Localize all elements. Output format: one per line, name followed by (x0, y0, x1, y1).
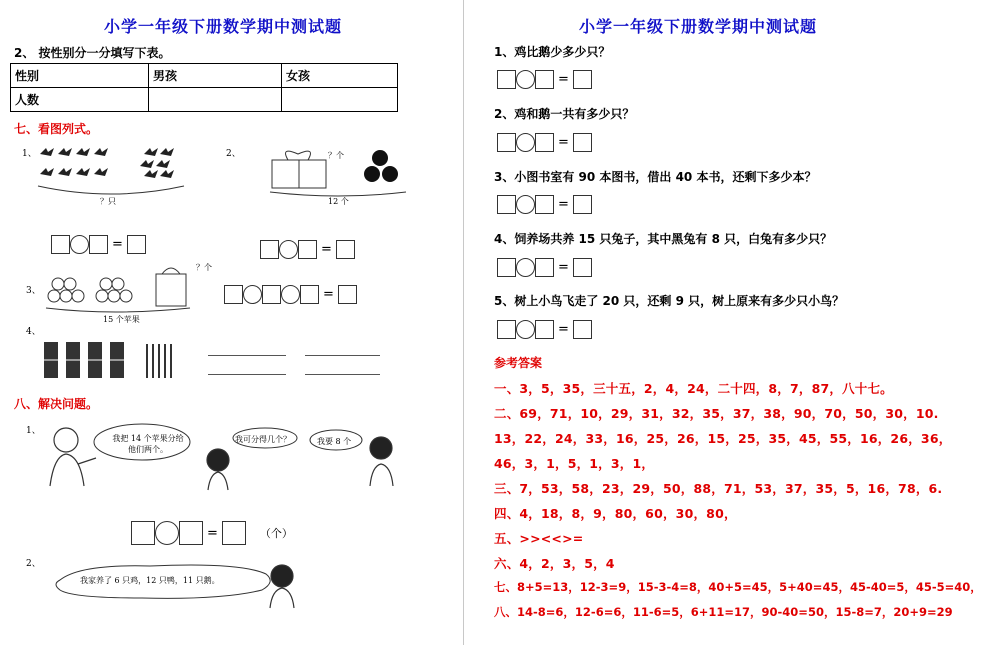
section-7-heading: 七、看图列式。 (14, 122, 99, 136)
right-equation-2: = (497, 133, 592, 152)
answer-box[interactable] (535, 195, 554, 214)
picture-2-number: 2、 (226, 149, 241, 159)
answer-box[interactable] (497, 133, 516, 152)
answer-line[interactable] (305, 355, 380, 356)
bag-icon (156, 268, 186, 306)
answer-box[interactable] (338, 285, 357, 304)
answer-line-9: 七、8+5=13，12-3=9，15-3-4=8，40+5=45，5+40=45，45-40=5，45-5=40， (494, 580, 982, 594)
right-equation-4: = (497, 258, 592, 277)
apple-icon (364, 150, 398, 182)
gift-box-icon (272, 151, 326, 188)
picture-3-number: 3、 (26, 286, 41, 296)
picture-3-label: 15 个苹果 (103, 315, 140, 324)
answer-box[interactable] (51, 235, 70, 254)
table-row-count-label: 人数 (11, 88, 149, 112)
answer-line[interactable] (305, 374, 380, 375)
problem-1-number: 1、 (26, 426, 41, 436)
picture-2-question: ？个 (328, 151, 344, 160)
right-question-3: 3、小图书室有 90 本图书，借出 40 本书，还剩下多少本？ (494, 170, 817, 184)
table-header-boys: 男孩 (149, 64, 282, 88)
answer-box[interactable] (573, 258, 592, 277)
picture-3-question: ？个 (196, 263, 212, 272)
girl-icon (207, 449, 229, 490)
answer-box[interactable] (224, 285, 243, 304)
answer-box[interactable] (262, 285, 281, 304)
table-cell-girls-count[interactable] (282, 88, 398, 112)
bird-picture (36, 144, 186, 204)
answer-box[interactable] (127, 235, 146, 254)
right-equation-1: = (497, 70, 592, 89)
answer-box[interactable] (535, 258, 554, 277)
answer-box[interactable] (497, 320, 516, 339)
right-equation-5: = (497, 320, 592, 339)
person-icon (50, 428, 96, 486)
right-page-title: 小学一年级下册数学期中测试题 (579, 17, 818, 36)
answer-box[interactable] (535, 70, 554, 89)
problem-1-picture (38, 420, 408, 492)
answer-box[interactable] (260, 240, 279, 259)
answer-box[interactable] (179, 521, 203, 545)
operator-circle[interactable] (516, 133, 535, 152)
table-header-girls: 女孩 (282, 64, 398, 88)
operator-circle[interactable] (281, 285, 300, 304)
right-equation-3: = (497, 195, 592, 214)
bubble-teacher: 我把 14 个苹果分给他们两个。 (112, 434, 184, 454)
equation-picture-2: = (260, 240, 355, 259)
answer-line-6: 四、4，18，8，9，80，60，30，80， (494, 506, 737, 521)
right-question-5: 5、树上小鸟飞走了 20 只，还剩 9 只，树上原来有多少只小鸟？ (494, 294, 845, 308)
answer-box[interactable] (573, 320, 592, 339)
answer-box[interactable] (573, 195, 592, 214)
boy-icon (370, 437, 393, 486)
answer-box[interactable] (535, 320, 554, 339)
answer-box[interactable] (535, 133, 554, 152)
answer-line-3: 13，22，24，33，16，25，26，15，25，35，45，55，16，26，36， (494, 431, 952, 446)
sticks-picture (40, 340, 185, 380)
right-question-1: 1、鸡比鹅少多少只？ (494, 45, 611, 59)
picture-4-number: 4、 (26, 327, 41, 337)
answer-box[interactable] (298, 240, 317, 259)
operator-circle[interactable] (516, 70, 535, 89)
bubble-girl: 我可分得几个？ (235, 435, 291, 444)
operator-circle[interactable] (155, 521, 179, 545)
answer-box[interactable] (131, 521, 155, 545)
gift-apple-picture (268, 140, 408, 198)
answer-box[interactable] (222, 521, 246, 545)
equation-picture-3: = (224, 285, 357, 304)
answer-box[interactable] (573, 133, 592, 152)
answer-line-7: 五、>><<>= (494, 531, 584, 546)
answer-line[interactable] (208, 355, 286, 356)
answer-line-8: 六、4，2，3，5，4 (494, 556, 615, 571)
picture-2-label: 12 个 (328, 197, 349, 206)
operator-circle[interactable] (516, 195, 535, 214)
answer-box[interactable] (497, 70, 516, 89)
apple-icon (48, 278, 132, 302)
operator-circle[interactable] (279, 240, 298, 259)
answer-box[interactable] (89, 235, 108, 254)
bird-icon (40, 148, 174, 178)
bubble-boy: 我要 8 个 (317, 437, 352, 446)
answer-line-10: 八、14-8=6，12-6=6，11-6=5，6+11=17，90-40=50，15-8=7，20+9=29 (494, 605, 953, 619)
unit-label: （个） (259, 527, 293, 540)
operator-circle[interactable] (70, 235, 89, 254)
equation-problem-1: = （个） (131, 521, 293, 545)
answer-box[interactable] (336, 240, 355, 259)
right-question-2: 2、鸡和鹅一共有多少只？ (494, 107, 635, 121)
answer-line-1: 一、3，5，35，三十五，2，4，24，二十四，8，7，87，八十七。 (494, 381, 893, 396)
answer-line[interactable] (208, 374, 286, 375)
operator-circle[interactable] (516, 320, 535, 339)
section-8-heading: 八、解决问题。 (14, 397, 99, 411)
picture-1-number: 1、 (22, 149, 37, 159)
answer-line-2: 二、69，71，10，29，31，32，35，37，38，90，70，50，30，10. (494, 406, 939, 421)
boy-icon (270, 565, 294, 608)
right-question-4: 4、饲养场共养 15 只兔子，其中黑兔有 8 只，白兔有多少只？ (494, 232, 833, 246)
left-page-title: 小学一年级下册数学期中测试题 (104, 17, 343, 36)
gender-table (10, 63, 398, 112)
table-cell-boys-count[interactable] (149, 88, 282, 112)
problem-2-number: 2、 (26, 559, 41, 569)
apple-bag-picture (44, 262, 194, 314)
answer-key-heading: 参考答案 (494, 356, 543, 370)
answer-box[interactable] (497, 258, 516, 277)
page-divider (463, 0, 464, 645)
equation-picture-1: = (51, 235, 146, 254)
question-2-heading: 2、 按性别分一分填写下表。 (14, 46, 171, 60)
answer-box[interactable] (497, 195, 516, 214)
picture-1-label: ？只 (100, 197, 116, 206)
answer-line-4: 46，3，1，5，1，3，1， (494, 456, 655, 471)
answer-box[interactable] (300, 285, 319, 304)
bubble-chickens: 我家养了 6 只鸡，12 只鸭，11 只鹅。 (80, 576, 220, 585)
table-header-gender: 性别 (11, 64, 149, 88)
answer-box[interactable] (573, 70, 592, 89)
operator-circle[interactable] (516, 258, 535, 277)
operator-circle[interactable] (243, 285, 262, 304)
answer-line-5: 三、7，53，58，23，29，50，88，71，53，37，35，5，16，78，6. (494, 481, 943, 496)
